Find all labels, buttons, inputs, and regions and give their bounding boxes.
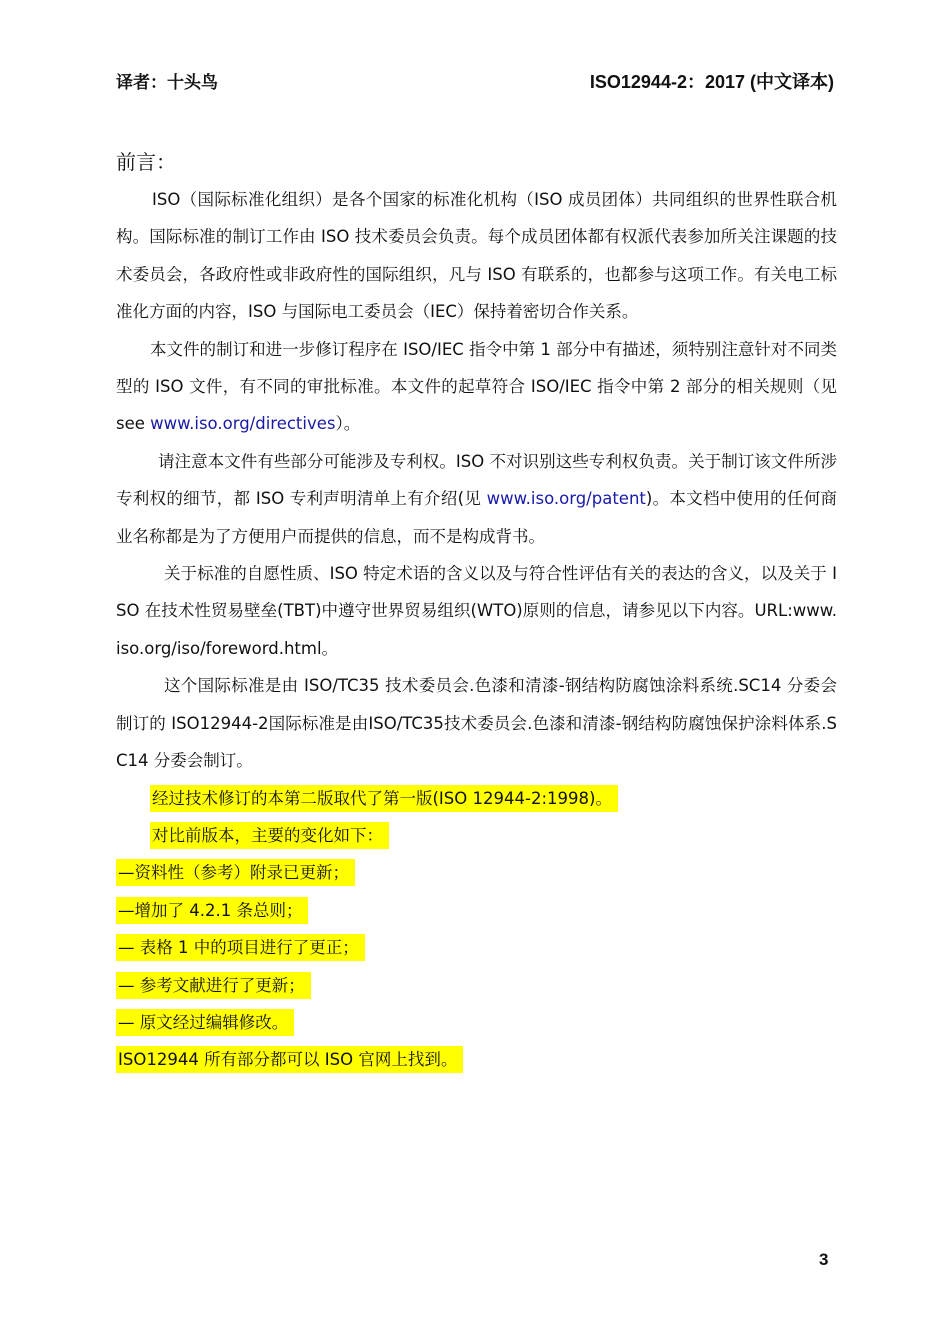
changes-intro-line	[116, 817, 837, 854]
page-number: 3	[819, 1250, 829, 1269]
patent-link[interactable]: www.iso.org/patent	[486, 489, 646, 509]
paragraph-directives-end: ）。	[335, 414, 361, 434]
change-item	[116, 1004, 837, 1041]
paragraph-committee: 这个国际标准是由 ISO/TC35 技术委员会.色漆和清漆-钢结构防腐蚀涂料系统.SC14 分委会制订的 ISO12944-2国际标准是由ISO/TC35技术委员会.色漆和清漆-钢结构防腐蚀保护涂料体系.SC14 分委会制订。	[116, 676, 837, 771]
edition-line	[116, 780, 837, 817]
changes-intro-text: 对比前版本，主要的变化如下：	[150, 822, 389, 849]
change-item-text: — 参考文献进行了更新；	[116, 972, 311, 999]
paragraph-directives	[116, 331, 837, 443]
change-item	[116, 854, 837, 891]
paragraph-iso-intro: ISO（国际标准化组织）是各个国家的标准化机构（ISO 成员团体）共同组织的世界性联合机构。国际标准的制订工作由 ISO 技术委员会负责。每个成员团体都有权派代表参加所关注课题的技术委员会，各政府性或非政府性的国际组织，凡与 ISO 有联系的，也都参与这项工作。有关电工标准化方面的内容，ISO 与国际电工委员会（IEC）保持着密切合作关系。	[116, 190, 837, 322]
page-header	[116, 68, 834, 94]
document-title: ISO12944-2：2017 (中文译本)	[589, 72, 834, 92]
paragraph-directives-text: 本文件的制订和进一步修订程序在 ISO/IEC 指令中第 1 部分中有描述，须特别注意针对不同类型的 ISO 文件，有不同的审批标准。本文件的起草符合 ISO/IEC 指令中第 2 部分的相关规则（见 see	[116, 339, 837, 434]
change-item-text: —增加了 4.2.1 条总则；	[116, 897, 308, 924]
availability-line	[116, 1041, 837, 1078]
change-item	[116, 892, 837, 929]
translator-credit: 译者：十头鸟	[116, 73, 218, 93]
edition-text: 经过技术修订的本第二版取代了第一版(ISO 12944-2:1998)。	[150, 785, 618, 812]
change-item-text: —资料性（参考）附录已更新；	[116, 859, 355, 886]
change-item-text: — 表格 1 中的项目进行了更正；	[116, 934, 365, 961]
change-item	[116, 929, 837, 966]
paragraph-voluntary: 关于标准的自愿性质、ISO 特定术语的含义以及与符合性评估有关的表达的含义，以及关于 ISO 在技术性贸易壁垒(TBT)中遵守世界贸易组织(WTO)原则的信息，请参见以下内容。URL:www.iso.org/iso/foreword.html。	[116, 564, 837, 658]
change-item-text: — 原文经过编辑修改。	[116, 1009, 294, 1036]
directives-link[interactable]: www.iso.org/directives	[150, 414, 336, 434]
paragraph-patent	[116, 443, 837, 555]
paragraph-patent-text: 请注意本文件有些部分可能涉及专利权。ISO 不对识别这些专利权负责。关于制订该文件所涉专利权的细节，都 ISO 专利声明清单上有介绍(见	[116, 451, 837, 509]
foreword-body	[116, 181, 837, 1079]
change-item	[116, 967, 837, 1004]
availability-text: ISO12944 所有部分都可以 ISO 官网上找到。	[116, 1046, 463, 1073]
paragraph-patent-end: )。本文档中使用的任何商业名称都是为了方便用户而提供的信息，而不是构成背书。	[116, 489, 838, 546]
foreword-heading: 前言：	[116, 150, 176, 174]
